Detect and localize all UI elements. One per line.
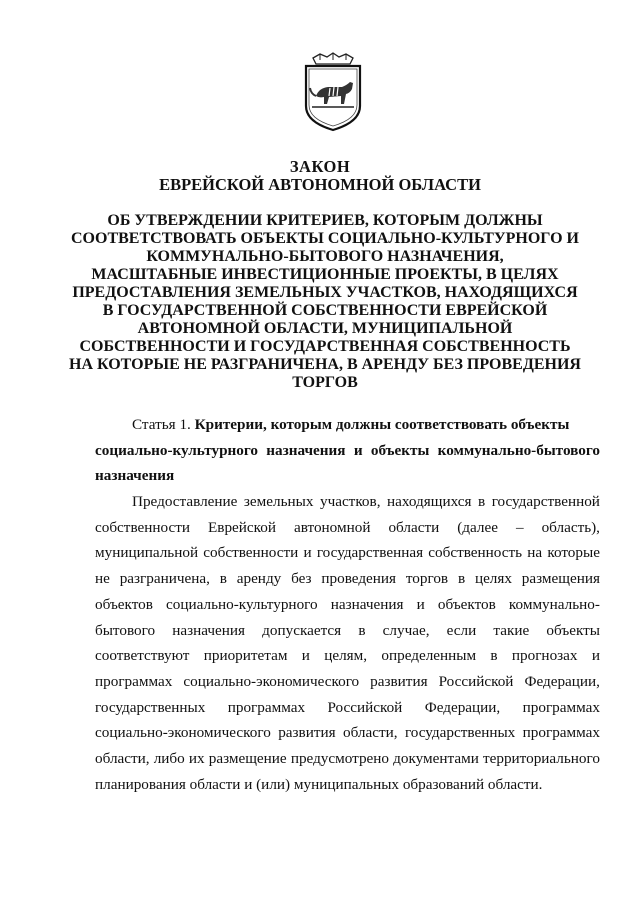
- paragraph-line: соответствуют приоритетам и целям, определенным в прогнозах и: [95, 647, 600, 665]
- paragraph-line: не разграничена, в аренду без проведения торгов в целях размещения: [95, 570, 600, 588]
- subject-line: СООТВЕТСТВОВАТЬ ОБЪЕКТЫ СОЦИАЛЬНО-КУЛЬТУРНОГО И: [71, 230, 579, 247]
- subject-line: В ГОСУДАРСТВЕННОЙ СОБСТВЕННОСТИ ЕВРЕЙСКОЙ: [102, 302, 548, 319]
- subject-line: АВТОНОМНОЙ ОБЛАСТИ, МУНИЦИПАЛЬНОЙ: [137, 320, 513, 337]
- document-type: ЗАКОН: [289, 157, 351, 176]
- article-heading-line: [95, 412, 600, 438]
- paragraph-line: области, либо их размещение предусмотрено документами территориального: [95, 749, 600, 767]
- article-heading-line: социально-культурного назначения и объекты коммунально-бытового: [95, 441, 600, 459]
- article-heading-line: назначения: [95, 467, 175, 485]
- region-name: ЕВРЕЙСКОЙ АВТОНОМНОЙ ОБЛАСТИ: [159, 175, 481, 194]
- subject-line: СОБСТВЕННОСТИ И ГОСУДАРСТВЕННАЯ СОБСТВЕННОСТЬ: [79, 338, 571, 355]
- paragraph-line: собственности Еврейской автономной области (далее – область),: [95, 518, 600, 536]
- subject-line: ТОРГОВ: [292, 374, 358, 391]
- article-heading: Критерии, которым должны соответствовать объекты: [194, 416, 570, 433]
- subject-line: НА КОТОРЫЕ НЕ РАЗГРАНИЧЕНА, В АРЕНДУ БЕЗ ПРОВЕДЕНИЯ: [69, 356, 581, 373]
- subject-line: КОММУНАЛЬНО-БЫТОВОГО НАЗНАЧЕНИЯ,: [146, 248, 504, 265]
- tiger-coat-of-arms-icon: [300, 52, 366, 132]
- article-label: Статья 1.: [132, 416, 191, 433]
- paragraph-line: планирования области и (или) муниципальных образований области.: [95, 775, 543, 793]
- paragraph-line: программах социально-экономического развития Российской Федерации,: [95, 672, 600, 690]
- paragraph-line: муниципальной собственности и государственная собственность на которые: [95, 544, 600, 562]
- law-subject-title: [60, 212, 590, 392]
- paragraph-line: Предоставление земельных участков, находящихся в государственной: [132, 493, 600, 511]
- paragraph-line: социально-экономического развития области, государственных программах: [95, 724, 600, 742]
- paragraph-line: государственных программах Российской Федерации, программах: [95, 698, 600, 716]
- article-1: [95, 412, 600, 797]
- subject-line: ОБ УТВЕРЖДЕНИИ КРИТЕРИЕВ, КОТОРЫМ ДОЛЖНЫ: [107, 212, 543, 229]
- subject-line: ПРЕДОСТАВЛЕНИЯ ЗЕМЕЛЬНЫХ УЧАСТКОВ, НАХОДЯЩИХСЯ: [72, 284, 578, 301]
- subject-line: МАСШТАБНЫЕ ИНВЕСТИЦИОННЫЕ ПРОЕКТЫ, В ЦЕЛЯХ: [91, 266, 559, 283]
- paragraph-line: бытового назначения допускается в случае, если такие объекты: [95, 621, 600, 639]
- paragraph-line: объектов социально-культурного назначения и объектов коммунально-: [95, 595, 600, 613]
